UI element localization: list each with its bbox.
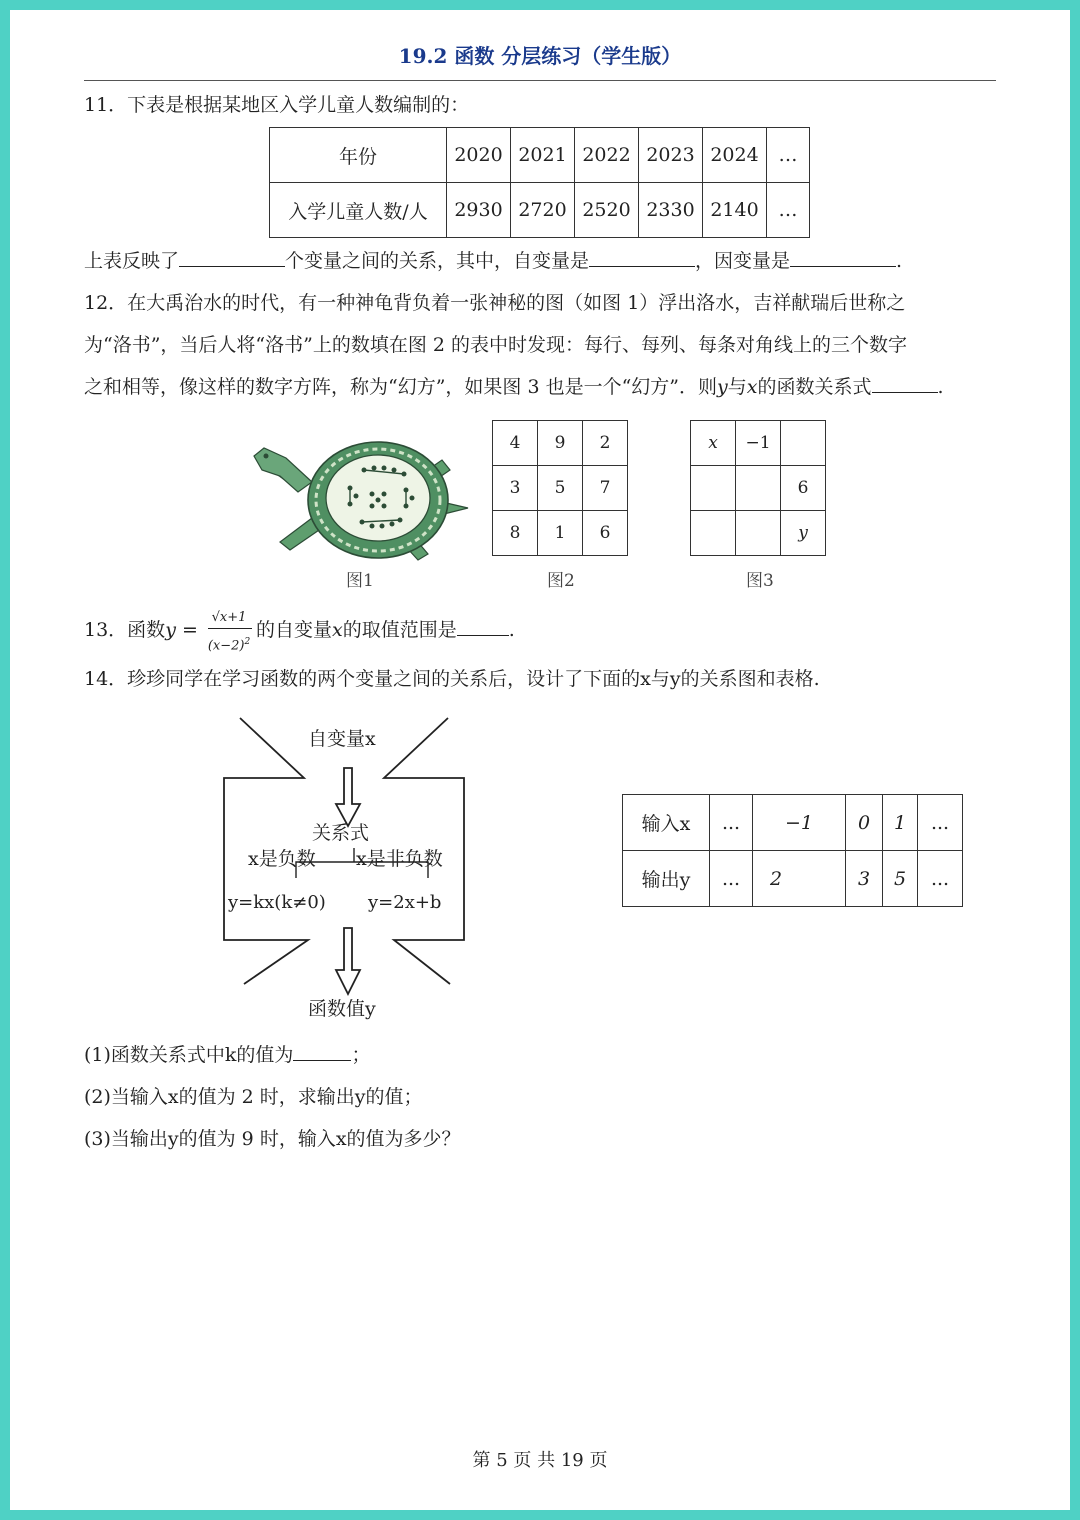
table-cell bbox=[799, 851, 846, 907]
math-var: y bbox=[798, 523, 808, 543]
table-row bbox=[691, 466, 826, 511]
grid-cell: 2 bbox=[583, 421, 628, 466]
fig2-magic-square bbox=[492, 420, 628, 556]
fig1-caption: 图1 bbox=[346, 571, 374, 591]
fig3-caption: 图3 bbox=[746, 571, 774, 591]
fig3-magic-square bbox=[690, 420, 826, 556]
table-cell: ... bbox=[918, 795, 963, 851]
q12-line-2: 为“洛书”，当后人将“洛书”上的数填在图 2 的表中时发现：每行、每列、每条对角线上的三个数字 bbox=[84, 334, 908, 356]
grid-cell bbox=[691, 511, 736, 556]
table-value: 2 bbox=[769, 867, 783, 890]
text-span: 上表反映了 bbox=[84, 250, 180, 272]
table-value: 1 bbox=[893, 811, 907, 834]
q11-table bbox=[269, 127, 810, 238]
q14-prompt: 14．珍珍同学在学习函数的两个变量之间的关系后，设计了下面的x与y的关系图和表格. bbox=[84, 668, 820, 690]
grid-cell bbox=[691, 421, 736, 466]
table-row bbox=[623, 851, 963, 907]
worksheet-page bbox=[10, 10, 1070, 1510]
text-span: . bbox=[896, 250, 903, 272]
text-span: . bbox=[937, 376, 944, 398]
answer-blank[interactable] bbox=[293, 1042, 351, 1061]
text-span: . bbox=[508, 619, 515, 641]
text-span: 的取值范围是 bbox=[342, 619, 457, 641]
table-row bbox=[270, 128, 810, 183]
grid-cell bbox=[781, 511, 826, 556]
grid-cell: 9 bbox=[538, 421, 583, 466]
q12-line-3 bbox=[84, 374, 944, 400]
grid-cell: 6 bbox=[781, 466, 826, 511]
header-divider bbox=[84, 80, 996, 81]
diagram-output-label: 函数值y bbox=[308, 998, 376, 1020]
grid-cell: 8 bbox=[493, 511, 538, 556]
q13-numerator: √x+1 bbox=[211, 610, 247, 625]
text-span: (x−2) bbox=[207, 638, 245, 654]
table-cell: 2024 bbox=[703, 128, 767, 183]
table-cell: 2140 bbox=[703, 183, 767, 238]
text-span: 的函数关系式 bbox=[757, 376, 872, 398]
table-row bbox=[623, 795, 963, 851]
text-span: (1)函数关系式中k的值为 bbox=[84, 1044, 294, 1066]
text-span: 个变量之间的关系，其中，自变量是 bbox=[285, 250, 590, 272]
page-title: 19.2 函数 分层练习（学生版） bbox=[398, 44, 682, 68]
grid-cell: −1 bbox=[736, 421, 781, 466]
math-var: y bbox=[717, 376, 728, 398]
table-row bbox=[493, 421, 628, 466]
table-row bbox=[270, 183, 810, 238]
table-cell: 2330 bbox=[639, 183, 703, 238]
q14-sub3: (3)当输出y的值为 9 时，输入x的值为多少？ bbox=[84, 1128, 461, 1150]
grid-cell: 5 bbox=[538, 466, 583, 511]
table-cell bbox=[846, 851, 883, 907]
grid-cell: 4 bbox=[493, 421, 538, 466]
table-cell: 2023 bbox=[639, 128, 703, 183]
diagram-nonnegative-condition: x是非负数 bbox=[356, 848, 443, 870]
fig2-caption: 图2 bbox=[547, 571, 575, 591]
fraction-bar bbox=[208, 628, 252, 629]
table-value: 0 bbox=[857, 811, 871, 834]
q14-sub2: (2)当输入x的值为 2 时，求输出y的值； bbox=[84, 1086, 423, 1108]
table-cell bbox=[883, 851, 918, 907]
math-var: x bbox=[332, 619, 343, 641]
exponent: 2 bbox=[244, 637, 251, 647]
text-span: 与 bbox=[727, 376, 747, 398]
table-cell bbox=[846, 795, 883, 851]
table-row bbox=[691, 511, 826, 556]
table-cell bbox=[753, 795, 846, 851]
table-cell: 入学儿童人数/人 bbox=[270, 183, 447, 238]
table-cell: … bbox=[767, 128, 810, 183]
function-machine-diagram bbox=[218, 708, 478, 1038]
table-cell: ... bbox=[710, 795, 753, 851]
diagram-input-label: 自变量x bbox=[308, 728, 376, 750]
q13-prefix bbox=[84, 617, 198, 643]
math-var: x bbox=[708, 433, 718, 453]
table-cell: 输出y bbox=[623, 851, 710, 907]
text-span: ； bbox=[351, 1044, 371, 1066]
table-cell: 2720 bbox=[511, 183, 575, 238]
diagram-negative-formula: y=kx(k≠0) bbox=[228, 892, 326, 913]
table-value: 5 bbox=[893, 867, 907, 890]
table-cell: 年份 bbox=[270, 128, 447, 183]
q13-rest bbox=[256, 617, 515, 643]
table-cell: 2021 bbox=[511, 128, 575, 183]
q13-denominator bbox=[206, 634, 252, 654]
table-cell: ... bbox=[710, 851, 753, 907]
text-span: 13．函数 bbox=[84, 619, 166, 641]
table-value: −1 bbox=[784, 811, 813, 834]
table-cell: … bbox=[767, 183, 810, 238]
grid-cell: 7 bbox=[583, 466, 628, 511]
table-cell: 2930 bbox=[447, 183, 511, 238]
answer-blank[interactable] bbox=[179, 248, 285, 267]
table-cell bbox=[883, 795, 918, 851]
q14-io-table bbox=[622, 794, 963, 907]
grid-cell: 1 bbox=[538, 511, 583, 556]
grid-cell bbox=[691, 466, 736, 511]
grid-cell: 3 bbox=[493, 466, 538, 511]
table-row bbox=[493, 511, 628, 556]
table-cell: 2520 bbox=[575, 183, 639, 238]
text-span: ，因变量是 bbox=[695, 250, 791, 272]
table-row bbox=[493, 466, 628, 511]
q12-line-1: 12．在大禹治水的时代，有一种神龟背负着一张神秘的图（如图 1）浮出洛水，吉祥献瑞后世称之 bbox=[84, 292, 906, 314]
answer-blank[interactable] bbox=[872, 374, 938, 393]
table-cell: 2020 bbox=[447, 128, 511, 183]
page-number-footer: 第 5 页 共 19 页 bbox=[472, 1450, 608, 1471]
grid-cell bbox=[736, 511, 781, 556]
text-span: = bbox=[181, 619, 198, 641]
grid-cell: 6 bbox=[583, 511, 628, 556]
grid-cell bbox=[736, 466, 781, 511]
text-span: 之和相等，像这样的数字方阵，称为“幻方”，如果图 3 也是一个“幻方”．则 bbox=[84, 376, 718, 398]
table-cell: 2022 bbox=[575, 128, 639, 183]
text-span: 的自变量 bbox=[256, 619, 333, 641]
q14-sub1 bbox=[84, 1042, 370, 1068]
answer-blank[interactable] bbox=[790, 248, 896, 267]
diagram-nonnegative-formula: y=2x+b bbox=[368, 892, 442, 913]
math-var: x bbox=[746, 376, 758, 398]
table-cell: ... bbox=[918, 851, 963, 907]
turtle-luoshu-illustration bbox=[246, 418, 470, 564]
diagram-negative-condition: x是负数 bbox=[248, 848, 316, 870]
diagram-relation-label: 关系式 bbox=[312, 822, 370, 844]
q11-prompt: 11．下表是根据某地区入学儿童人数编制的： bbox=[84, 94, 470, 116]
table-cell bbox=[753, 851, 800, 907]
grid-cell bbox=[781, 421, 826, 466]
table-row bbox=[691, 421, 826, 466]
answer-blank[interactable] bbox=[457, 617, 509, 636]
answer-blank[interactable] bbox=[589, 248, 695, 267]
table-cell: 输入x bbox=[623, 795, 710, 851]
math-var: y bbox=[165, 619, 176, 641]
q11-fill-line bbox=[84, 248, 902, 274]
table-value: 3 bbox=[857, 867, 871, 890]
